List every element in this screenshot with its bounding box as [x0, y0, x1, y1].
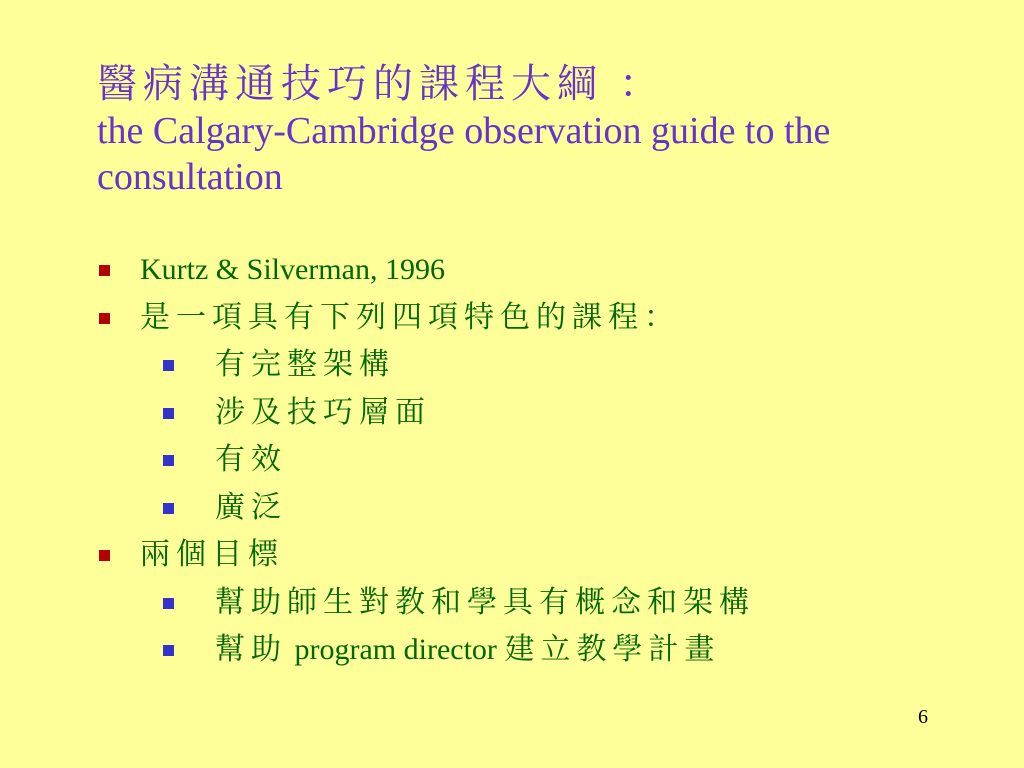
square-bullet-icon — [163, 503, 174, 514]
square-bullet-icon — [163, 455, 174, 466]
square-bullet-icon — [163, 598, 174, 609]
title-chinese: 醫病溝通技巧的課程大綱 ： — [97, 61, 665, 106]
sub-bullet-item-feature — [97, 440, 997, 488]
square-bullet-icon — [163, 360, 174, 371]
goal-text-prefix: 幫助 — [215, 633, 287, 666]
square-bullet-icon — [163, 408, 174, 419]
sub-bullet-item-goal — [97, 630, 997, 678]
bullet-list — [97, 250, 997, 678]
square-bullet-icon — [163, 645, 174, 656]
sub-bullet-item-feature — [97, 345, 997, 393]
bullet-text — [215, 630, 720, 670]
slide-title — [97, 56, 997, 200]
bullet-text: 兩個目標 — [140, 538, 284, 571]
bullet-text: 幫助師生對教和學具有概念和架構 — [215, 585, 755, 619]
bullet-item-features-intro — [97, 298, 997, 346]
bullet-text: 涉及技巧層面 — [215, 395, 431, 429]
square-bullet-icon — [99, 265, 110, 276]
bullet-text: 廣泛 — [215, 490, 287, 524]
bullet-text: 有完整架構 — [215, 348, 395, 381]
bullet-text: 是一項具有下列四項特色的課程： — [140, 300, 680, 334]
sub-bullet-item-feature — [97, 393, 997, 441]
bullet-item-goals-intro — [97, 535, 997, 583]
sub-bullet-item-goal — [97, 583, 997, 631]
goal-text-middle: program director — [287, 633, 505, 666]
bullet-text: Kurtz & Silverman, 1996 — [140, 253, 445, 286]
goal-text-suffix: 建立教學計畫 — [504, 633, 721, 666]
square-bullet-icon — [99, 313, 110, 324]
title-english: the Calgary-Cambridge observation guide to the consultation — [97, 110, 831, 198]
bullet-text: 有效 — [215, 443, 287, 476]
square-bullet-icon — [99, 550, 110, 561]
sub-bullet-item-feature — [97, 488, 997, 536]
page-number: 6 — [918, 706, 928, 728]
bullet-item-authors — [97, 250, 997, 298]
